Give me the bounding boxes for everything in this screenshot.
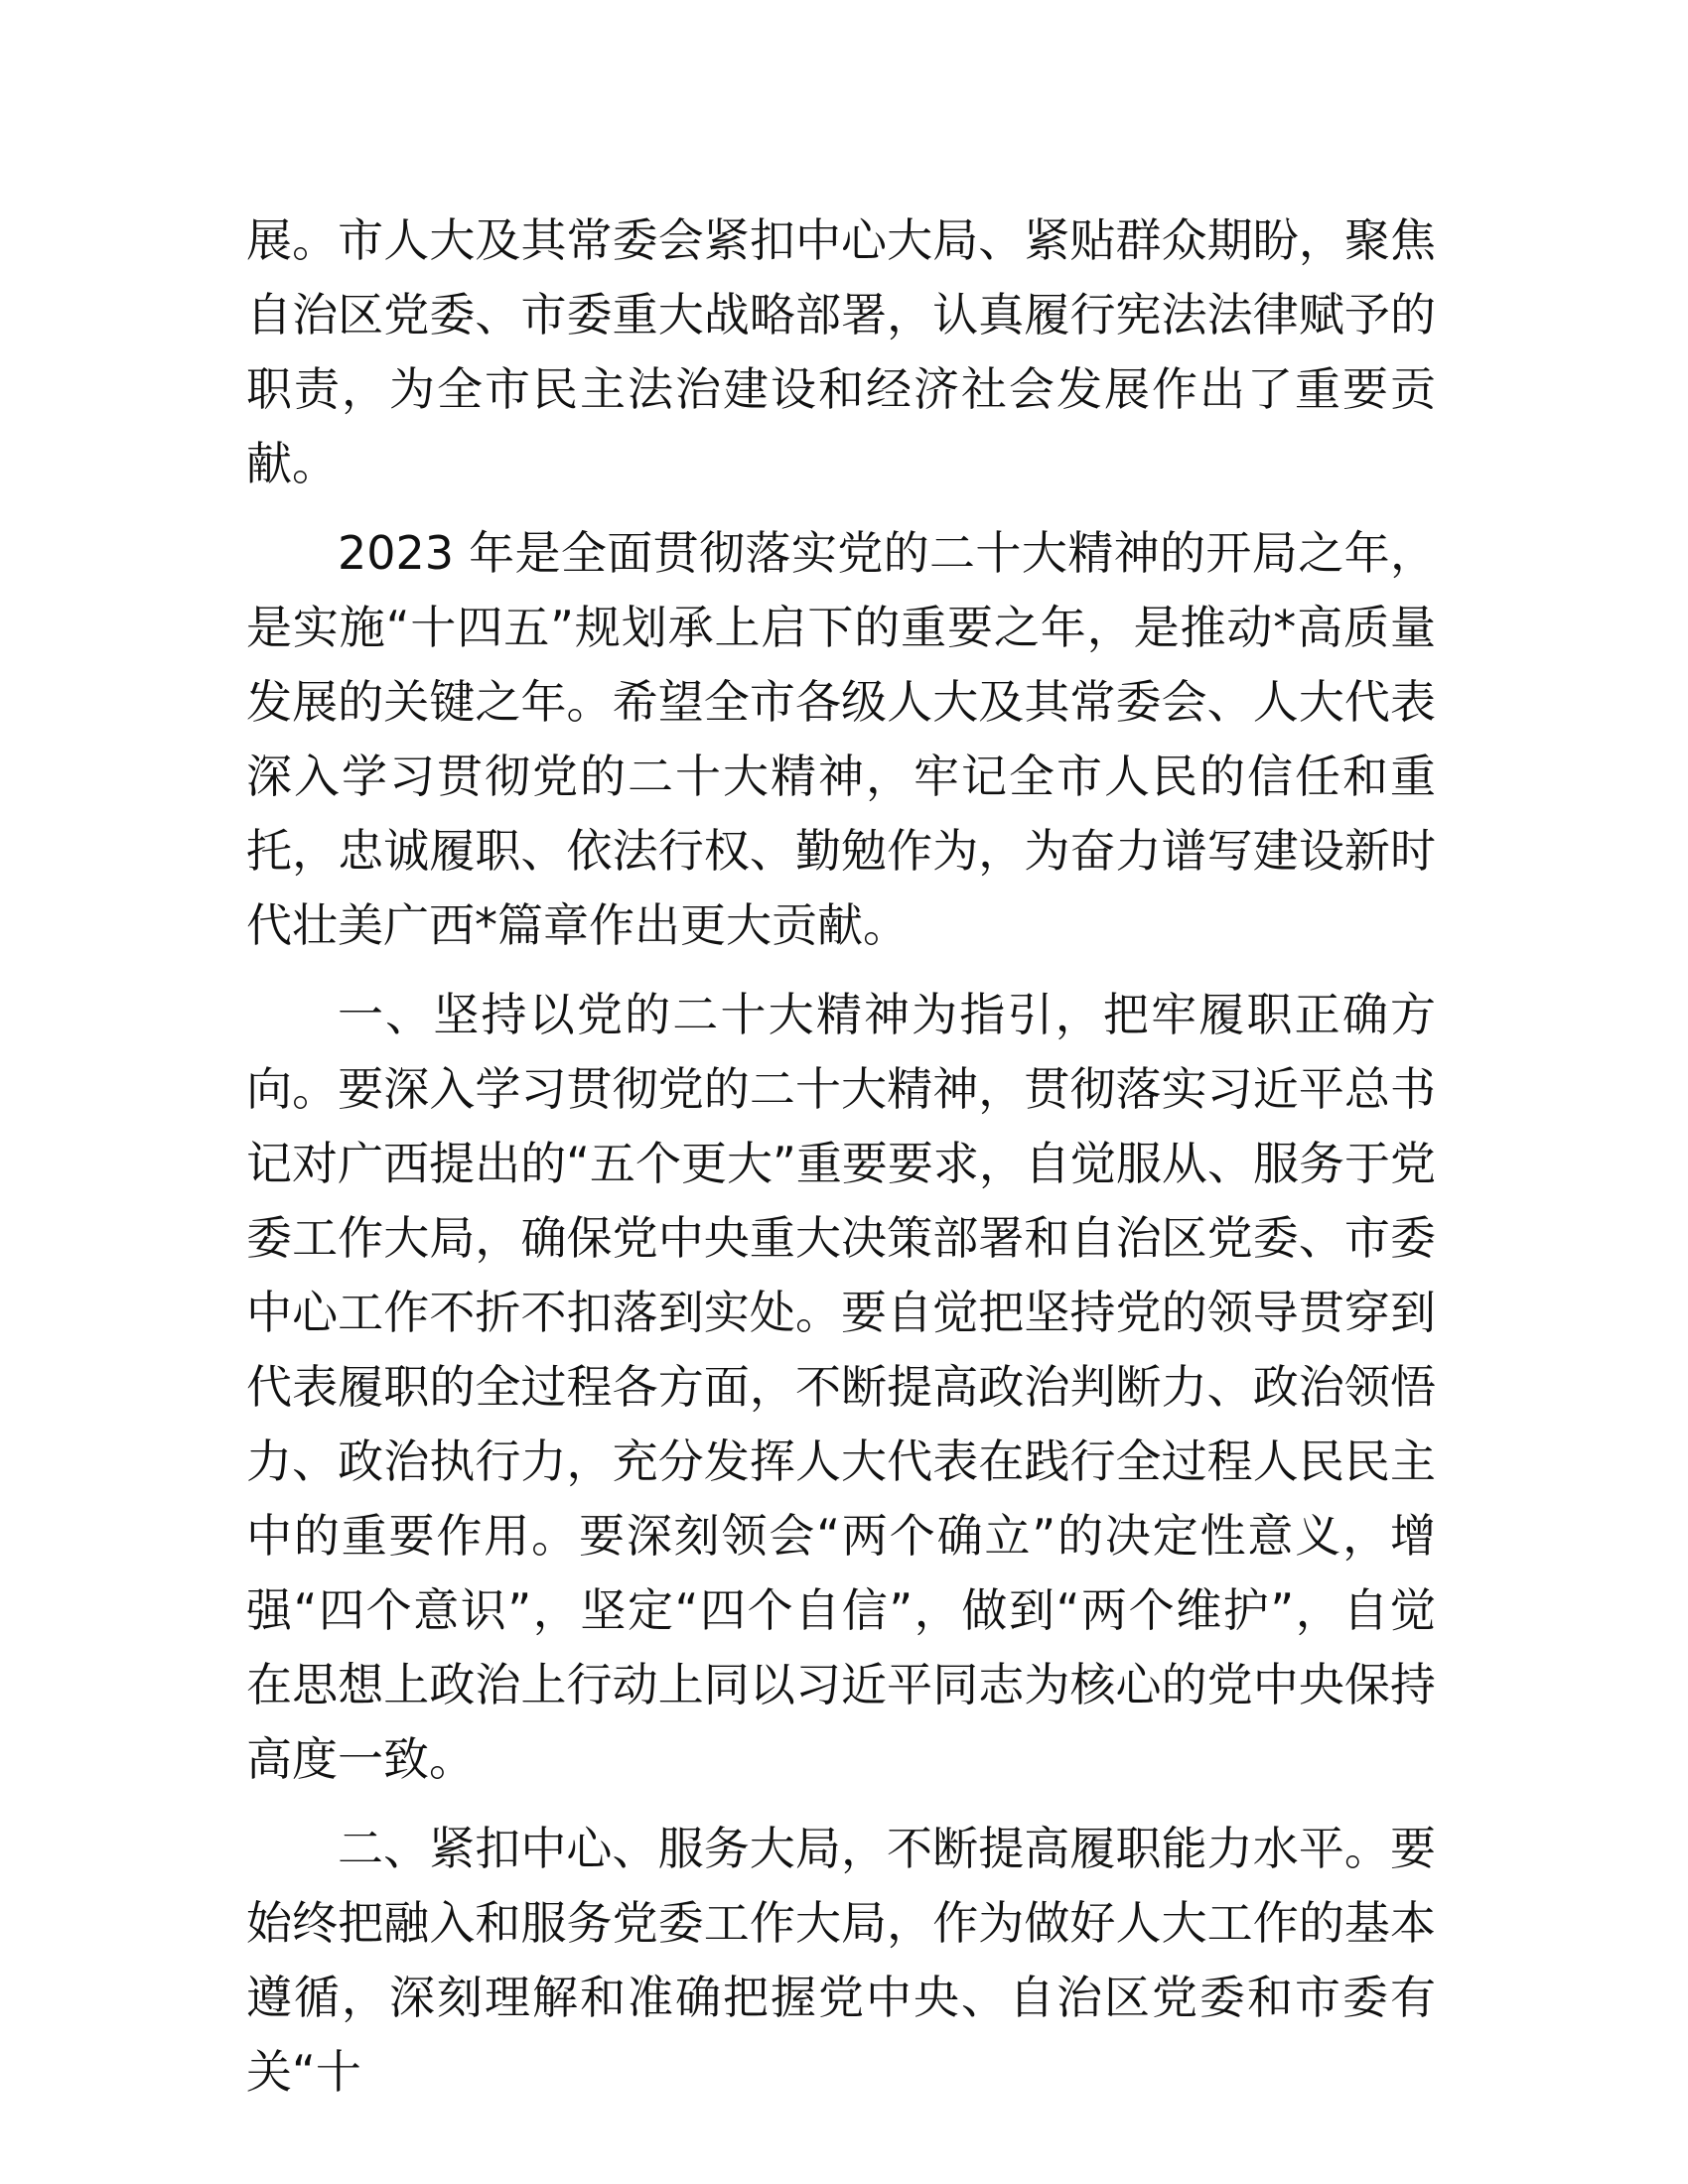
paragraph-point-two: 二、紧扣中心、服务大局，不断提高履职能力水平。要始终把融入和服务党委工作大局，作为做好人大工作的基本遵循，深刻理解和准确把握党中央、自治区党委和市委有关“十: [246, 1822, 1436, 2099]
document-page: [246, 204, 1436, 2124]
paragraph-continuation: 展。市人大及其常委会紧扣中心大局、紧贴群众期盼，聚焦自治区党委、市委重大战略部署，认真履行宪法法律赋予的职责，为全市民主法治建设和经济社会发展作出了重要贡献。: [246, 213, 1436, 490]
paragraph-point-one: 一、坚持以党的二十大精神为指引，把牢履职正确方向。要深入学习贯彻党的二十大精神，贯彻落实习近平总书记对广西提出的“五个更大”重要要求，自觉服从、服务于党委工作大局，确保党中央重大决策部署和自治区党委、市委中心工作不折不扣落到实处。要自觉把坚持党的领导贯穿到代表履职的全过程各方面，不断提高政治判断力、政治领悟力、政治执行力，充分发挥人大代表在践行全过程人民民主中的重要作用。要深刻领会“两个确立”的决定性意义，增强“四个意识”，坚定“四个自信”，做到“两个维护”，自觉在思想上政治上行动上同以习近平同志为核心的党中央保持高度一致。: [246, 988, 1436, 1786]
paragraph-2023-outlook: 2023 年是全面贯彻落实党的二十大精神的开局之年，是实施“十四五”规划承上启下的重要之年，是推动*高质量发展的关键之年。希望全市各级人大及其常委会、人大代表深入学习贯彻党的二十大精神，牢记全市人民的信任和重托，忠诚履职、依法行权、勤勉作为，为奋力谱写建设新时代壮美广西*篇章作出更大贡献。: [246, 526, 1436, 952]
